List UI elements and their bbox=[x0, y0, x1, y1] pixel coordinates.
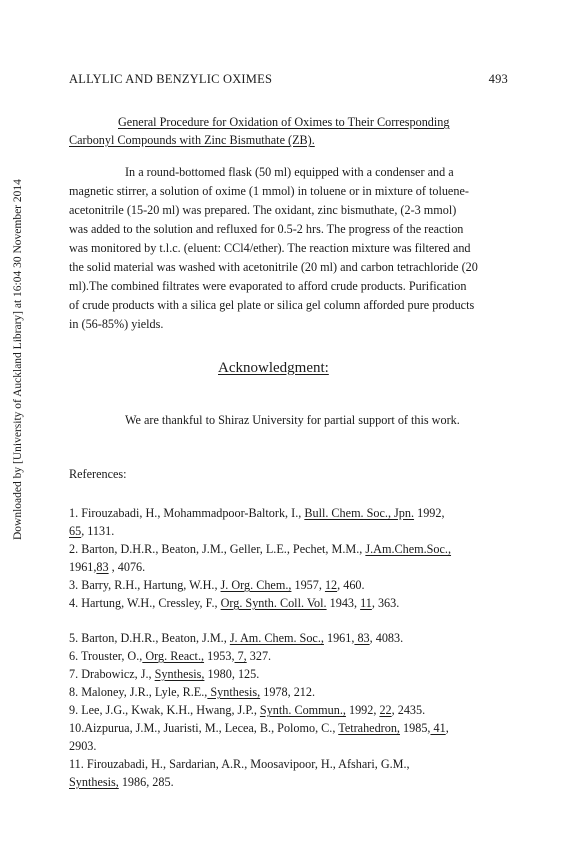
ref-year: 1953, bbox=[204, 649, 235, 663]
ref-pages: , 1131. bbox=[81, 524, 115, 538]
ref-authors: 4. Hartung, W.H., Cressley, F., bbox=[69, 596, 221, 610]
paragraph-line: magnetic stirrer, a solution of oxime (1 mmol) in toluene or in mixture of toluene- bbox=[69, 184, 469, 198]
reference-item bbox=[69, 685, 315, 700]
section-title-line-2: Carbonyl Compounds with Zinc Bismuthate (ZB). bbox=[69, 133, 315, 147]
ref-sep: , bbox=[445, 721, 449, 735]
ref-journal: Synthesis, bbox=[207, 685, 261, 699]
ref-journal: Tetrahedron, bbox=[338, 721, 400, 735]
ref-year: 1961, bbox=[69, 560, 97, 574]
reference-item bbox=[69, 703, 425, 718]
reference-item bbox=[69, 721, 449, 736]
ref-year-pages: 1978, 212. bbox=[260, 685, 316, 699]
ref-journal: Synthesis, bbox=[154, 667, 205, 681]
ref-authors: 8. Maloney, J.R., Lyle, R.E., bbox=[69, 685, 208, 699]
running-header bbox=[69, 72, 508, 87]
ref-year: 1961, bbox=[323, 631, 355, 645]
paragraph-line: In a round-bottomed flask (50 ml) equipped with a condenser and a bbox=[125, 165, 454, 179]
ref-authors: 9. Lee, J.G., Kwak, K.H., Hwang, J.P., bbox=[69, 703, 260, 717]
ref-authors: 2. Barton, D.H.R., Beaton, J.M., Geller, L.E., Pechet, M.M., bbox=[69, 542, 366, 556]
reference-item bbox=[69, 578, 365, 593]
ref-year: 1992, bbox=[345, 703, 380, 717]
paragraph-line: was added to the solution and refluxed for 0.5-2 hrs. The progress of the reaction bbox=[69, 222, 464, 236]
reference-item-cont bbox=[69, 524, 114, 539]
ref-volume: 83 bbox=[354, 631, 370, 645]
ref-authors: 10.Aizpurua, J.M., Juaristi, M., Lecea, B., Polomo, C., bbox=[69, 721, 339, 735]
reference-item bbox=[69, 649, 271, 664]
ref-journal: J. Org. Chem., bbox=[220, 578, 292, 592]
ref-volume: 7, bbox=[234, 649, 247, 663]
ref-pages: , 363. bbox=[371, 596, 400, 610]
ref-volume: 11 bbox=[360, 596, 372, 610]
section-title-line-1: General Procedure for Oxidation of Oximes to Their Corresponding bbox=[118, 115, 450, 129]
ref-pages: , 2435. bbox=[391, 703, 426, 717]
ref-journal: Synth. Commun., bbox=[259, 703, 346, 717]
ref-year-pages: 1980, 125. bbox=[204, 667, 260, 681]
reference-item bbox=[69, 631, 403, 646]
reference-item: 11. Firouzabadi, H., Sardarian, A.R., Moosavipoor, H., Afshari, G.M., bbox=[69, 757, 410, 771]
paragraph-line: the solid material was washed with acetonitrile (20 ml) and carbon tetrachloride (20 bbox=[69, 260, 478, 274]
ref-year: 1992, bbox=[414, 506, 445, 520]
ref-journal: Org. React., bbox=[142, 649, 205, 663]
reference-item-cont: 2903. bbox=[69, 739, 97, 753]
ref-volume: 65 bbox=[69, 524, 82, 538]
ref-journal: J. Am. Chem. Soc., bbox=[229, 631, 324, 645]
ref-pages: 327. bbox=[246, 649, 272, 663]
paragraph-line: was monitored by t.l.c. (eluent: CCl4/ether). The reaction mixture was filtered and bbox=[69, 241, 471, 255]
reference-item-cont bbox=[69, 775, 174, 790]
ref-authors: 5. Barton, D.H.R., Beaton, J.M., bbox=[69, 631, 230, 645]
ref-year-pages: 1986, 285. bbox=[118, 775, 174, 789]
ref-year: 1985, bbox=[399, 721, 431, 735]
running-title: ALLYLIC AND BENZYLIC OXIMES bbox=[69, 72, 273, 86]
ref-year: 1943, bbox=[326, 596, 361, 610]
ref-journal: Synthesis, bbox=[69, 775, 119, 789]
ref-pages: , 460. bbox=[337, 578, 365, 592]
ref-volume: 12 bbox=[324, 578, 338, 592]
reference-item bbox=[69, 667, 259, 682]
ref-authors: 6. Trouster, O., bbox=[69, 649, 143, 663]
paragraph-line: acetonitrile (15-20 ml) was prepared. The oxidant, zinc bismuthate, (2-3 mmol) bbox=[69, 203, 457, 217]
ref-year: 1957, bbox=[291, 578, 325, 592]
ref-volume: 83 bbox=[96, 560, 109, 574]
acknowledgment-heading: Acknowledgment: bbox=[218, 360, 329, 376]
ref-volume: 22 bbox=[379, 703, 392, 717]
ref-volume: 41 bbox=[430, 721, 446, 735]
reference-item bbox=[69, 506, 445, 521]
reference-item bbox=[69, 542, 451, 557]
references-heading: References: bbox=[69, 467, 127, 481]
ref-authors: 7. Drabowicz, J., bbox=[69, 667, 155, 681]
download-note: Downloaded by [University of Auckland Library] at 16:04 30 November 2014 bbox=[12, 179, 24, 540]
ref-pages: , 4076. bbox=[108, 560, 146, 574]
ref-authors: 3. Barry, R.H., Hartung, W.H., bbox=[69, 578, 221, 592]
ref-journal: J.Am.Chem.Soc., bbox=[365, 542, 452, 556]
paragraph-line: in (56-85%) yields. bbox=[69, 317, 164, 331]
reference-item bbox=[69, 596, 399, 611]
ref-authors: 1. Firouzabadi, H., Mohammadpoor-Baltork, I., bbox=[69, 506, 305, 520]
ref-pages: , 4083. bbox=[369, 631, 404, 645]
page-number: 493 bbox=[488, 72, 508, 86]
ref-journal: Org. Synth. Coll. Vol. bbox=[220, 596, 327, 610]
paragraph-line: ml).The combined filtrates were evaporated to afford crude products. Purification bbox=[69, 279, 467, 293]
ref-journal: Bull. Chem. Soc., Jpn. bbox=[304, 506, 415, 520]
paragraph-line: of crude products with a silica gel plate or silica gel column afforded pure products bbox=[69, 298, 475, 312]
reference-item-cont bbox=[69, 560, 145, 575]
acknowledgment-text: We are thankful to Shiraz University for partial support of this work. bbox=[125, 413, 460, 427]
